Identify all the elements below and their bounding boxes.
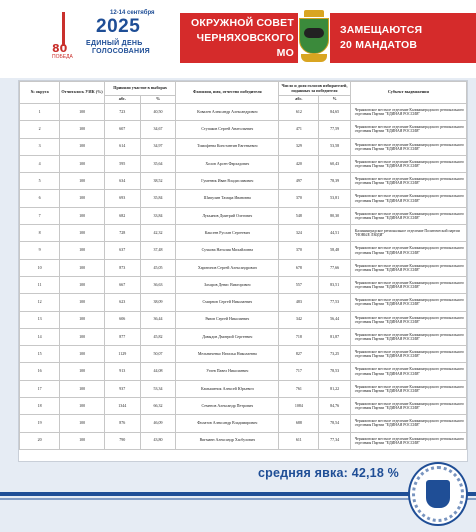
processed-cell: 100 [60,346,105,363]
anniversary-number: 80 [52,42,68,55]
district-cell: 9 [20,242,60,259]
subject-cell: Черняховское местное отделение Калининградского регионального отделения Партии "ЕДИНАЯ РОССИЯ" [350,138,466,155]
winner-name-cell: Харитонов Сергей Александрович [176,259,279,276]
participation-pct-cell: 37,48 [140,242,176,259]
votes-pct-cell: 77,53 [319,294,350,311]
votes-abs-cell: 471 [279,121,319,138]
participation-abs-cell: 1344 [104,398,140,415]
table-row [20,276,467,293]
subject-cell: Черняховское местное отделение Калининградского регионального отделения Партии "ЕДИНАЯ РОССИЯ" [350,294,466,311]
votes-abs-cell: 557 [279,276,319,293]
election-title-line2: ГОЛОСОВАНИЯ [92,48,151,55]
subject-cell: Черняховское местное отделение Калининградского регионального отделения Партии "ЕДИНАЯ РОССИЯ" [350,190,466,207]
participation-abs-cell: 877 [104,328,140,345]
winner-name-cell: Захаров Денис Викторович [176,276,279,293]
mandates-line1: ЗАМЕЩАЮТСЯ [340,24,423,36]
participation-pct-cell: 44,08 [140,363,176,380]
table-row [20,155,467,172]
district-cell: 20 [20,432,60,449]
votes-abs-cell: 497 [279,173,319,190]
table-row [20,398,467,415]
processed-cell: 100 [60,259,105,276]
participation-pct-cell: 38,09 [140,294,176,311]
winner-name-cell: Вигманн Александр Хасбулович [176,432,279,449]
district-cell: 17 [20,380,60,397]
district-cell: 10 [20,259,60,276]
votes-pct-cell: 53,58 [319,138,350,155]
district-cell: 15 [20,346,60,363]
winner-name-cell: Семенов Александр Петрович [176,398,279,415]
votes-pct-cell: 81,22 [319,380,350,397]
table-row [20,294,467,311]
participation-abs-cell: 1129 [104,346,140,363]
subject-cell: Калининградское региональное отделение Политической партии "НОВЫЕ ЛЮДИ" [350,225,466,242]
event-date: 12-14 сентября [110,10,155,16]
header-participation-abs: абс. [104,96,140,104]
winner-name-cell: Ковалев Александр Александрович [176,104,279,121]
participation-abs-cell: 913 [104,363,140,380]
votes-pct-cell: 83,51 [319,276,350,293]
district-cell: 19 [20,415,60,432]
votes-abs-cell: 548 [279,207,319,224]
participation-pct-cell: 33,84 [140,207,176,224]
winner-name-cell: Шипулин Тамара Ивановна [176,190,279,207]
votes-abs-cell: 370 [279,242,319,259]
processed-cell: 100 [60,207,105,224]
votes-abs-cell: 483 [279,294,319,311]
subject-cell: Черняховское местное отделение Калининградского регионального отделения Партии "ЕДИНАЯ РОССИЯ" [350,155,466,172]
votes-pct-cell: 73,25 [319,346,350,363]
subject-cell: Черняховское местное отделение Калининградского регионального отделения Партии "ЕДИНАЯ РОССИЯ" [350,432,466,449]
processed-cell: 100 [60,104,105,121]
votes-pct-cell: 84,65 [319,104,350,121]
district-cell: 8 [20,225,60,242]
event-year: 2025 [96,16,141,37]
votes-abs-cell: 370 [279,190,319,207]
winner-name-cell: Смирнов Сергей Николаевич [176,294,279,311]
votes-pct-cell: 77,34 [319,432,350,449]
district-cell: 5 [20,173,60,190]
processed-cell: 100 [60,415,105,432]
district-cell: 18 [20,398,60,415]
processed-cell: 100 [60,311,105,328]
participation-abs-cell: 790 [104,432,140,449]
participation-pct-cell: 45,82 [140,328,176,345]
participation-abs-cell: 595 [104,155,140,172]
header-participation-pct: % [140,96,176,104]
votes-pct-cell: 80,30 [319,207,350,224]
participation-pct-cell: 34,97 [140,138,176,155]
votes-pct-cell: 78,53 [319,363,350,380]
winner-name-cell: Мельниченко Наталья Николаевна [176,346,279,363]
participation-abs-cell: 634 [104,173,140,190]
subject-cell: Черняховское местное отделение Калининградского регионального отделения Партии "ЕДИНАЯ РОССИЯ" [350,104,466,121]
winner-name-cell: Камышенок Алексей Юрьевич [176,380,279,397]
votes-pct-cell: 84,76 [319,398,350,415]
processed-cell: 100 [60,276,105,293]
participation-abs-cell: 876 [104,415,140,432]
mandates-banner [330,13,476,63]
participation-abs-cell: 873 [104,259,140,276]
participation-pct-cell: 36,63 [140,276,176,293]
votes-abs-cell: 1084 [279,398,319,415]
participation-pct-cell: 53,34 [140,380,176,397]
subject-cell: Черняховское местное отделение Калининградского регионального отделения Партии "ЕДИНАЯ РОССИЯ" [350,415,466,432]
election-commission-logo [408,462,468,526]
processed-cell: 100 [60,398,105,415]
participation-abs-cell: 937 [104,380,140,397]
district-cell: 12 [20,294,60,311]
council-title-line1: ОКРУЖНОЙ СОВЕТ [191,16,294,29]
processed-cell: 100 [60,380,105,397]
votes-pct-cell: 78,39 [319,173,350,190]
table-row [20,138,467,155]
table-row [20,173,467,190]
victory-80-emblem [52,12,76,62]
votes-abs-cell: 342 [279,311,319,328]
participation-pct-cell: 45,05 [140,259,176,276]
votes-pct-cell: 58,48 [319,242,350,259]
processed-cell: 100 [60,173,105,190]
votes-abs-cell: 761 [279,380,319,397]
anniversary-text: ПОБЕДА [52,54,73,60]
table-row [20,242,467,259]
processed-cell: 100 [60,155,105,172]
header-subject: Субъект выдвижения [350,82,466,104]
table-row [20,380,467,397]
participation-pct-cell: 43,80 [140,432,176,449]
table-row [20,311,467,328]
district-cell: 2 [20,121,60,138]
table-row [20,104,467,121]
table-row [20,363,467,380]
participation-abs-cell: 607 [104,121,140,138]
votes-pct-cell: 78,54 [319,415,350,432]
winner-name-cell: Тимофеева Константин Евгеньевич [176,138,279,155]
header-votes-abs: абс. [279,96,319,104]
processed-cell: 100 [60,138,105,155]
table-row [20,432,467,449]
footer-stripe [0,492,476,496]
votes-abs-cell: 420 [279,155,319,172]
votes-pct-cell: 81,87 [319,328,350,345]
winner-name-cell: Давыдов Дмитрий Сергеевич [176,328,279,345]
district-cell: 6 [20,190,60,207]
district-cell: 1 [20,104,60,121]
participation-abs-cell: 723 [104,104,140,121]
council-title-line2: ЧЕРНЯХОВСКОГО МО [196,31,294,59]
district-cell: 4 [20,155,60,172]
processed-cell: 100 [60,121,105,138]
participation-abs-cell: 693 [104,190,140,207]
table-row [20,121,467,138]
winner-name-cell: Сучкова Наталия Михайловна [176,242,279,259]
votes-abs-cell: 678 [279,259,319,276]
winner-name-cell: Лукьянов Дмитрий Олегович [176,207,279,224]
processed-cell: 100 [60,363,105,380]
subject-cell: Черняховское местное отделение Калининградского регионального отделения Партии "ЕДИНАЯ РОССИЯ" [350,363,466,380]
participation-pct-cell: 66,32 [140,398,176,415]
table-row [20,190,467,207]
participation-pct-cell: 50,07 [140,346,176,363]
average-turnout: средняя явка: 42,18 % [258,466,399,480]
subject-cell: Черняховское местное отделение Калининградского регионального отделения Партии "ЕДИНАЯ РОССИЯ" [350,398,466,415]
table-row [20,415,467,432]
participation-pct-cell: 38,52 [140,173,176,190]
votes-abs-cell: 688 [279,415,319,432]
votes-abs-cell: 611 [279,432,319,449]
subject-cell: Черняховское местное отделение Калининградского регионального отделения Партии "ЕДИНАЯ РОССИЯ" [350,380,466,397]
council-banner [180,13,298,63]
participation-abs-cell: 682 [104,207,140,224]
winner-name-cell: Гуменюк Иван Владиславович [176,173,279,190]
votes-abs-cell: 612 [279,104,319,121]
participation-pct-cell: 36,44 [140,311,176,328]
votes-pct-cell: 56,44 [319,311,350,328]
subject-cell: Черняховское местное отделение Калининградского регионального отделения Партии "ЕДИНАЯ РОССИЯ" [350,242,466,259]
header-participation: Приняли участие в выборах [104,82,176,96]
district-cell: 14 [20,328,60,345]
votes-pct-cell: 77,66 [319,259,350,276]
participation-abs-cell: 614 [104,138,140,155]
table-row [20,328,467,345]
votes-abs-cell: 827 [279,346,319,363]
subject-cell: Черняховское местное отделение Калининградского регионального отделения Партии "ЕДИНАЯ РОССИЯ" [350,121,466,138]
participation-abs-cell: 637 [104,242,140,259]
table-row [20,259,467,276]
subject-cell: Черняховское местное отделение Калининградского регионального отделения Партии "ЕДИНАЯ РОССИЯ" [350,207,466,224]
coat-of-arms-icon [298,10,330,66]
processed-cell: 100 [60,432,105,449]
participation-pct-cell: 46,09 [140,415,176,432]
subject-cell: Черняховское местное отделение Калининградского регионального отделения Партии "ЕДИНАЯ РОССИЯ" [350,346,466,363]
district-cell: 13 [20,311,60,328]
processed-cell: 100 [60,225,105,242]
results-table [19,81,467,450]
header-votes-pct: % [319,96,350,104]
votes-pct-cell: 60,43 [319,155,350,172]
winner-name-cell: Холов Арсен Фархадович [176,155,279,172]
participation-pct-cell: 42,32 [140,225,176,242]
processed-cell: 100 [60,294,105,311]
subject-cell: Черняховское местное отделение Калининградского регионального отделения Партии "ЕДИНАЯ РОССИЯ" [350,311,466,328]
footer-stripe-thin [0,498,476,500]
header-votes: Число и доля голосов избирателей, поданных за победителя [279,82,351,96]
district-cell: 16 [20,363,60,380]
district-cell: 11 [20,276,60,293]
winner-name-cell: Каксеев Руслан Сергеевич [176,225,279,242]
votes-pct-cell: 53,81 [319,190,350,207]
votes-abs-cell: 329 [279,138,319,155]
winner-name-cell: Ступаков Сергей Анатольевич [176,121,279,138]
subject-cell: Черняховское местное отделение Калининградского регионального отделения Партии "ЕДИНАЯ РОССИЯ" [350,276,466,293]
processed-cell: 100 [60,328,105,345]
winner-name-cell: Углев Павел Николаевич [176,363,279,380]
election-title-line1: ЕДИНЫЙ ДЕНЬ [86,40,143,47]
votes-pct-cell: 44,51 [319,225,350,242]
winner-name-cell: Рявов Сергей Николаевич [176,311,279,328]
processed-cell: 100 [60,242,105,259]
header [0,0,476,78]
participation-pct-cell: 40,50 [140,104,176,121]
subject-cell: Черняховское местное отделение Калининградского регионального отделения Партии "ЕДИНАЯ РОССИЯ" [350,328,466,345]
votes-pct-cell: 77,59 [319,121,350,138]
processed-cell: 100 [60,190,105,207]
participation-pct-cell: 34,67 [140,121,176,138]
participation-abs-cell: 667 [104,276,140,293]
votes-abs-cell: 717 [279,363,319,380]
district-cell: 3 [20,138,60,155]
subject-cell: Черняховское местное отделение Калининградского регионального отделения Партии "ЕДИНАЯ РОССИЯ" [350,173,466,190]
header-processed: Отчиталось УИК (%) [60,82,105,104]
participation-pct-cell: 35,84 [140,190,176,207]
table-row [20,225,467,242]
participation-pct-cell: 35,64 [140,155,176,172]
participation-abs-cell: 728 [104,225,140,242]
winner-name-cell: Филатов Александр Владимирович [176,415,279,432]
results-table-body [20,104,467,450]
participation-abs-cell: 623 [104,294,140,311]
header-district: № округа [20,82,60,104]
votes-abs-cell: 718 [279,328,319,345]
results-table-card [18,80,468,462]
mandates-line2: 20 МАНДАТОВ [340,39,418,51]
header-winner: Фамилия, имя, отчество победителя [176,82,279,104]
participation-abs-cell: 606 [104,311,140,328]
votes-abs-cell: 324 [279,225,319,242]
district-cell: 7 [20,207,60,224]
subject-cell: Черняховское местное отделение Калининградского регионального отделения Партии "ЕДИНАЯ РОССИЯ" [350,259,466,276]
table-row [20,207,467,224]
table-row [20,346,467,363]
election-day-logo [52,10,164,68]
